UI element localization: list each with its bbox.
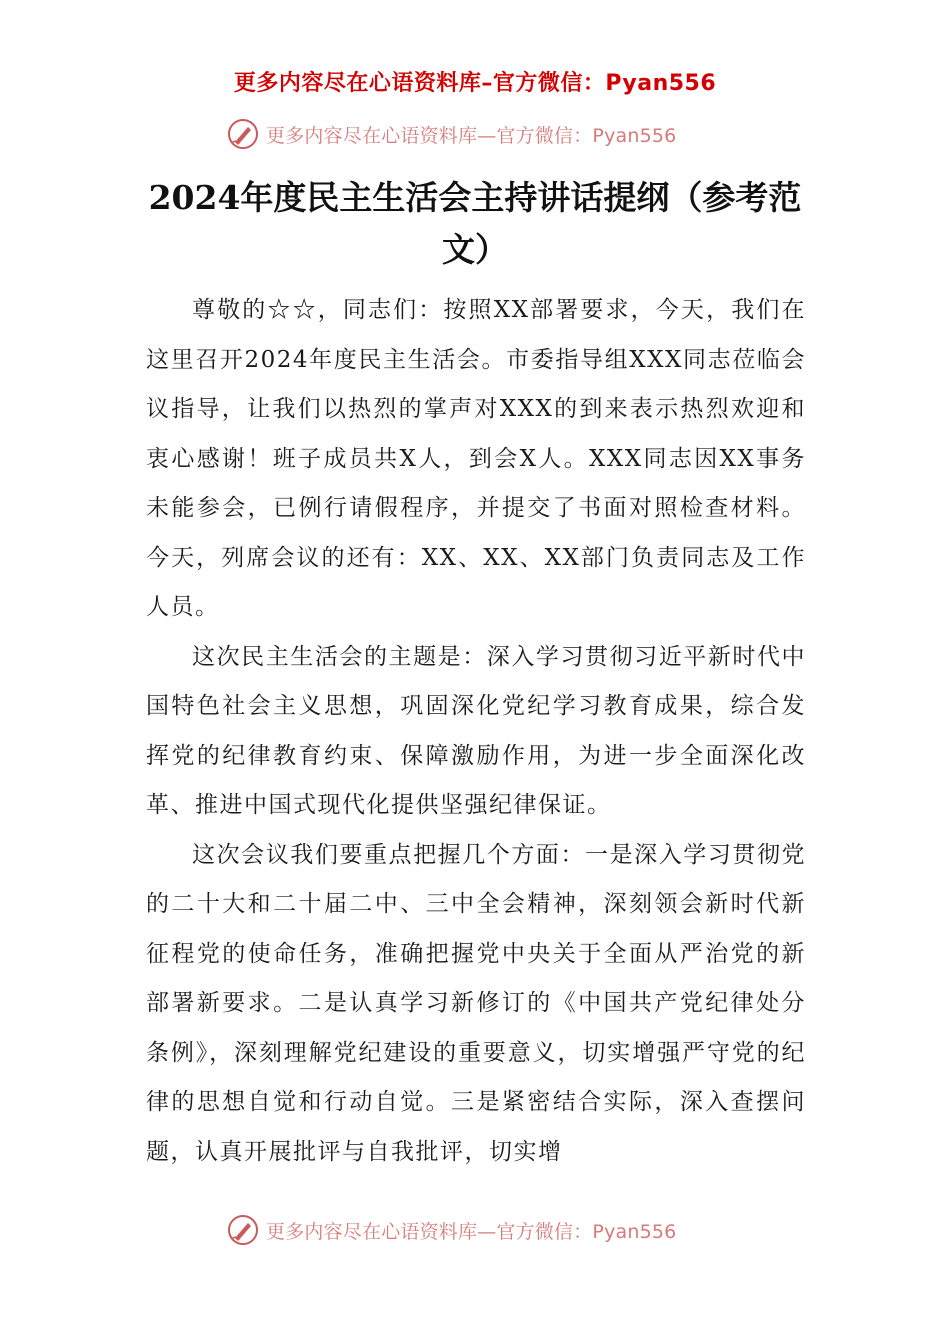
watermark-text: 更多内容尽在心语资料库—官方微信：Pyan556: [266, 1220, 677, 1243]
footer-watermark: [0, 1210, 950, 1250]
paragraph: 这次会议我们要重点把握几个方面：一是深入学习贯彻党的二十大和二十届二中、三中全会精神，深刻领会新时代新征程党的使命任务，准确把握党中央关于全面从严治党的新部署新要求。二是认真学习新修订的《中国共产党纪律处分条例》，深刻理解党纪建设的重要意义，切实增强严守党的纪律的思想自觉和行动自觉。三是紧密结合实际，深入查摆问题，认真开展批评与自我批评，切实增: [146, 841, 806, 1165]
watermark-text: 更多内容尽在心语资料库—官方微信：Pyan556: [266, 124, 677, 147]
pen-logo-icon: [226, 117, 260, 151]
paragraph: 尊敬的☆☆，同志们：按照XX部署要求，今天，我们在这里召开2024年度民主生活会。市委指导组XXX同志莅临会议指导，让我们以热烈的掌声对XXX的到来表示热烈欢迎和衷心感谢！班子成员共X人，到会X人。XXX同志因XX事务未能参会，已例行请假程序，并提交了书面对照检查材料。今天，列席会议的还有：XX、XX、XX部门负责同志及工作人员。: [146, 297, 806, 620]
header-watermark: [0, 114, 950, 154]
promo-banner: 更多内容尽在心语资料库–官方微信：Pyan556: [233, 71, 717, 96]
paragraph: 这次民主生活会的主题是：深入学习贯彻习近平新时代中国特色社会主义思想，巩固深化党纪学习教育成果，综合发挥党的纪律教育约束、保障激励作用，为进一步全面深化改革、推进中国式现代化提供坚强纪律保证。: [146, 643, 806, 818]
document-body: [146, 286, 806, 1177]
pen-logo-icon: [226, 1213, 260, 1247]
document-title: 2024年度民主生活会主持讲话提纲（参考范文）: [148, 178, 802, 269]
